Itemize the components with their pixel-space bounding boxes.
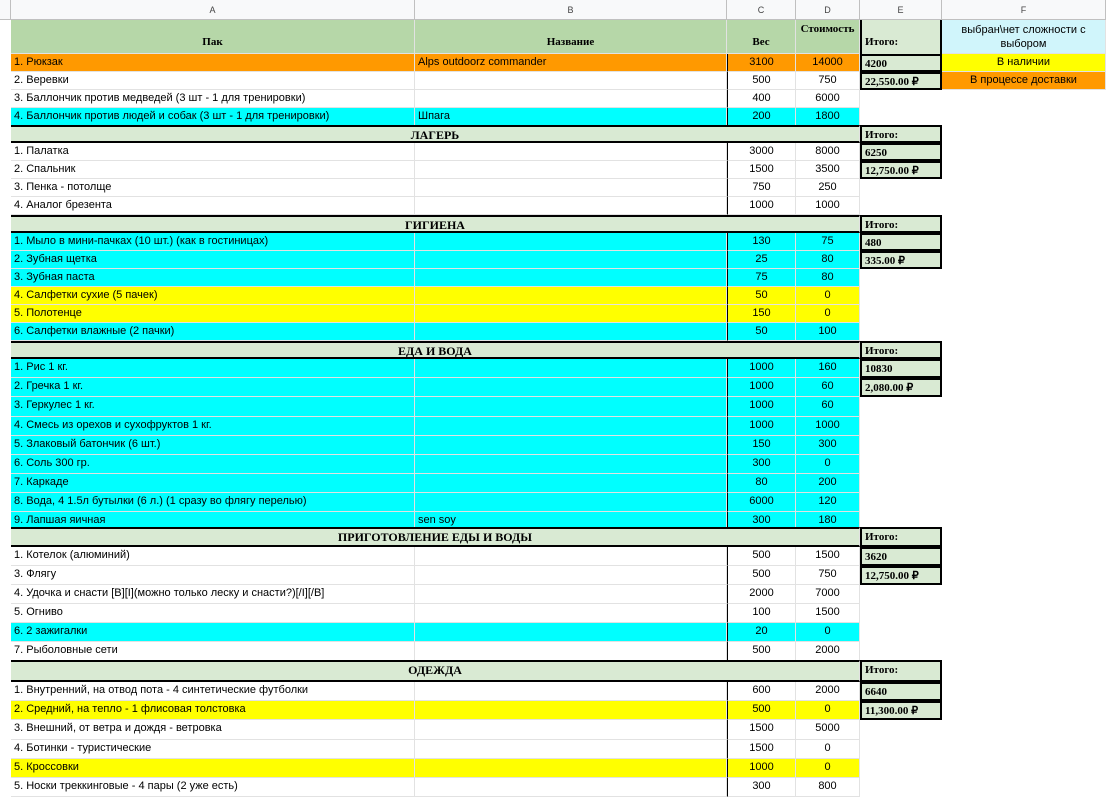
- item-weight[interactable]: 100: [727, 604, 796, 623]
- item-name[interactable]: [415, 566, 727, 585]
- item-name[interactable]: [415, 305, 727, 323]
- header-total-label[interactable]: Итого:: [860, 20, 942, 54]
- total-weight[interactable]: 3620: [860, 547, 942, 566]
- item-weight[interactable]: 400: [727, 90, 796, 108]
- item-cost[interactable]: 14000: [796, 54, 860, 72]
- total-label[interactable]: Итого:: [860, 125, 942, 143]
- item-pack[interactable]: 5. Полотенце: [11, 305, 415, 323]
- item-name[interactable]: [415, 474, 727, 493]
- total-cost[interactable]: 335.00 ₽: [860, 251, 942, 269]
- header-selected-legend[interactable]: выбран\нет сложности с выбором: [942, 20, 1106, 54]
- item-name[interactable]: [415, 72, 727, 90]
- item-pack[interactable]: 2. Средний, на тепло - 1 флисовая толстовка: [11, 701, 415, 720]
- item-pack[interactable]: 5. Злаковый батончик (6 шт.): [11, 436, 415, 455]
- item-cost[interactable]: 0: [796, 740, 860, 759]
- item-weight[interactable]: 1000: [727, 378, 796, 397]
- item-weight[interactable]: 150: [727, 305, 796, 323]
- item-pack[interactable]: 4. Удочка и снасти [B][I](можно только леску и снасти?)[/I][/B]: [11, 585, 415, 604]
- column-header-e[interactable]: E: [860, 0, 942, 20]
- item-weight[interactable]: 1000: [727, 417, 796, 436]
- total-cost[interactable]: 22,550.00 ₽: [860, 72, 942, 90]
- item-weight[interactable]: 50: [727, 287, 796, 305]
- item-pack[interactable]: 1. Котелок (алюминий): [11, 547, 415, 566]
- header-weight[interactable]: Вес: [727, 20, 796, 54]
- item-name[interactable]: [415, 740, 727, 759]
- item-weight[interactable]: 500: [727, 701, 796, 720]
- item-pack[interactable]: 6. Салфетки влажные (2 пачки): [11, 323, 415, 341]
- total-weight[interactable]: 480: [860, 233, 942, 251]
- item-pack[interactable]: 3. Баллончик против медведей (3 шт - 1 для тренировки): [11, 90, 415, 108]
- item-pack[interactable]: 2. Гречка 1 кг.: [11, 378, 415, 397]
- item-cost[interactable]: 1500: [796, 547, 860, 566]
- item-weight[interactable]: 6000: [727, 493, 796, 512]
- item-weight[interactable]: 300: [727, 455, 796, 474]
- item-cost[interactable]: 0: [796, 305, 860, 323]
- item-name[interactable]: [415, 323, 727, 341]
- item-weight[interactable]: 50: [727, 323, 796, 341]
- item-weight[interactable]: 20: [727, 623, 796, 642]
- item-weight[interactable]: 500: [727, 72, 796, 90]
- item-cost[interactable]: 6000: [796, 90, 860, 108]
- item-cost[interactable]: 80: [796, 269, 860, 287]
- section-title[interactable]: ПРИГОТОВЛЕНИЕ ЕДЫ И ВОДЫ: [11, 527, 860, 547]
- item-pack[interactable]: 4. Салфетки сухие (5 пачек): [11, 287, 415, 305]
- total-label[interactable]: Итого:: [860, 660, 942, 682]
- item-weight[interactable]: 3000: [727, 143, 796, 161]
- item-name[interactable]: [415, 720, 727, 740]
- item-weight[interactable]: 1000: [727, 197, 796, 215]
- item-weight[interactable]: 200: [727, 108, 796, 126]
- item-cost[interactable]: 1000: [796, 197, 860, 215]
- item-weight[interactable]: 1000: [727, 759, 796, 778]
- item-pack[interactable]: 1. Внутренний, на отвод пота - 4 синтетические футболки: [11, 682, 415, 701]
- item-name[interactable]: [415, 197, 727, 215]
- item-pack[interactable]: 5. Носки треккинговые - 4 пары (2 уже есть): [11, 778, 415, 797]
- item-pack[interactable]: 9. Лапшая яичная: [11, 512, 415, 530]
- item-cost[interactable]: 0: [796, 455, 860, 474]
- item-weight[interactable]: 80: [727, 474, 796, 493]
- column-header-a[interactable]: A: [11, 0, 415, 20]
- item-pack[interactable]: 1. Мыло в мини-пачках (10 шт.) (как в гостиницах): [11, 233, 415, 251]
- item-name[interactable]: [415, 397, 727, 417]
- total-weight[interactable]: 4200: [860, 54, 942, 72]
- item-pack[interactable]: 2. Зубная щетка: [11, 251, 415, 269]
- section-title[interactable]: ГИГИЕНА: [11, 215, 860, 233]
- item-name[interactable]: [415, 759, 727, 778]
- item-cost[interactable]: 1000: [796, 417, 860, 436]
- item-name[interactable]: [415, 642, 727, 661]
- item-pack[interactable]: 1. Палатка: [11, 143, 415, 161]
- total-cost[interactable]: 11,300.00 ₽: [860, 701, 942, 720]
- section-title[interactable]: ЕДА И ВОДА: [11, 341, 860, 359]
- item-cost[interactable]: 80: [796, 251, 860, 269]
- item-weight[interactable]: 750: [727, 179, 796, 197]
- select-all-corner[interactable]: [0, 0, 11, 20]
- item-pack[interactable]: 7. Каркаде: [11, 474, 415, 493]
- item-name[interactable]: [415, 493, 727, 512]
- legend-in-delivery[interactable]: В процессе доставки: [942, 72, 1106, 90]
- item-weight[interactable]: 500: [727, 642, 796, 661]
- section-title[interactable]: ОДЕЖДА: [11, 660, 860, 682]
- item-cost[interactable]: 1500: [796, 604, 860, 623]
- legend-in-stock[interactable]: В наличии: [942, 54, 1106, 72]
- item-cost[interactable]: 750: [796, 566, 860, 585]
- item-name[interactable]: [415, 269, 727, 287]
- item-pack[interactable]: 5. Огниво: [11, 604, 415, 623]
- item-weight[interactable]: 600: [727, 682, 796, 701]
- item-weight[interactable]: 150: [727, 436, 796, 455]
- item-pack[interactable]: 1. Рис 1 кг.: [11, 359, 415, 378]
- column-header-d[interactable]: D: [796, 0, 860, 20]
- item-cost[interactable]: 0: [796, 287, 860, 305]
- item-cost[interactable]: 120: [796, 493, 860, 512]
- item-name[interactable]: [415, 417, 727, 436]
- total-cost[interactable]: 12,750.00 ₽: [860, 566, 942, 585]
- item-weight[interactable]: 1500: [727, 161, 796, 179]
- item-cost[interactable]: 60: [796, 378, 860, 397]
- item-name[interactable]: Шпага: [415, 108, 727, 126]
- item-name[interactable]: [415, 623, 727, 642]
- column-header-b[interactable]: B: [415, 0, 727, 20]
- item-cost[interactable]: 7000: [796, 585, 860, 604]
- item-name[interactable]: [415, 359, 727, 378]
- item-cost[interactable]: 1800: [796, 108, 860, 126]
- item-weight[interactable]: 1500: [727, 740, 796, 759]
- item-name[interactable]: [415, 455, 727, 474]
- item-cost[interactable]: 75: [796, 233, 860, 251]
- section-title[interactable]: ЛАГЕРЬ: [11, 125, 860, 143]
- item-cost[interactable]: 0: [796, 701, 860, 720]
- total-label[interactable]: Итого:: [860, 527, 942, 547]
- item-weight[interactable]: 1000: [727, 359, 796, 378]
- item-name[interactable]: [415, 90, 727, 108]
- item-pack[interactable]: 4. Смесь из орехов и сухофруктов 1 кг.: [11, 417, 415, 436]
- item-weight[interactable]: 2000: [727, 585, 796, 604]
- item-name[interactable]: [415, 585, 727, 604]
- header-name[interactable]: Название: [415, 20, 727, 54]
- item-weight[interactable]: 300: [727, 778, 796, 797]
- item-pack[interactable]: 3. Флягу: [11, 566, 415, 585]
- item-weight[interactable]: 300: [727, 512, 796, 530]
- item-name[interactable]: [415, 233, 727, 251]
- total-label[interactable]: Итого:: [860, 215, 942, 233]
- item-pack[interactable]: 2. Веревки: [11, 72, 415, 90]
- item-pack[interactable]: 4. Ботинки - туристические: [11, 740, 415, 759]
- column-header-f[interactable]: F: [942, 0, 1106, 20]
- item-weight[interactable]: 75: [727, 269, 796, 287]
- item-cost[interactable]: 60: [796, 397, 860, 417]
- item-name[interactable]: [415, 604, 727, 623]
- item-name[interactable]: [415, 682, 727, 701]
- item-cost[interactable]: 2000: [796, 682, 860, 701]
- item-name[interactable]: [415, 161, 727, 179]
- item-name[interactable]: [415, 179, 727, 197]
- item-weight[interactable]: 130: [727, 233, 796, 251]
- item-pack[interactable]: 4. Баллончик против людей и собак (3 шт - 1 для тренировки): [11, 108, 415, 126]
- item-pack[interactable]: 3. Пенка - потолще: [11, 179, 415, 197]
- item-pack[interactable]: 6. Соль 300 гр.: [11, 455, 415, 474]
- column-header-c[interactable]: C: [727, 0, 796, 20]
- item-cost[interactable]: 100: [796, 323, 860, 341]
- item-cost[interactable]: 8000: [796, 143, 860, 161]
- item-pack[interactable]: 6. 2 зажигалки: [11, 623, 415, 642]
- item-name[interactable]: [415, 778, 727, 797]
- item-cost[interactable]: 250: [796, 179, 860, 197]
- item-cost[interactable]: 3500: [796, 161, 860, 179]
- total-label[interactable]: Итого:: [860, 341, 942, 359]
- item-name[interactable]: sen soy: [415, 512, 727, 530]
- item-cost[interactable]: 800: [796, 778, 860, 797]
- item-weight[interactable]: 500: [727, 566, 796, 585]
- item-name[interactable]: [415, 436, 727, 455]
- item-name[interactable]: [415, 251, 727, 269]
- item-pack[interactable]: 4. Аналог брезента: [11, 197, 415, 215]
- item-pack[interactable]: 1. Рюкзак: [11, 54, 415, 72]
- item-cost[interactable]: 160: [796, 359, 860, 378]
- header-cost[interactable]: Стоимость: [796, 20, 860, 54]
- item-cost[interactable]: 200: [796, 474, 860, 493]
- item-name[interactable]: [415, 143, 727, 161]
- total-weight[interactable]: 10830: [860, 359, 942, 378]
- item-weight[interactable]: 25: [727, 251, 796, 269]
- item-weight[interactable]: 3100: [727, 54, 796, 72]
- item-cost[interactable]: 0: [796, 759, 860, 778]
- item-pack[interactable]: 8. Вода, 4 1.5л бутылки (6 л.) (1 сразу во флягу перелью): [11, 493, 415, 512]
- item-pack[interactable]: 3. Зубная паста: [11, 269, 415, 287]
- item-weight[interactable]: 1000: [727, 397, 796, 417]
- item-pack[interactable]: 7. Рыболовные сети: [11, 642, 415, 661]
- item-name[interactable]: [415, 701, 727, 720]
- total-cost[interactable]: 12,750.00 ₽: [860, 161, 942, 179]
- item-name[interactable]: [415, 547, 727, 566]
- item-weight[interactable]: 1500: [727, 720, 796, 740]
- item-cost[interactable]: 2000: [796, 642, 860, 661]
- item-cost[interactable]: 5000: [796, 720, 860, 740]
- item-pack[interactable]: 2. Спальник: [11, 161, 415, 179]
- item-name[interactable]: [415, 287, 727, 305]
- header-pack[interactable]: Пак: [11, 20, 415, 54]
- item-cost[interactable]: 180: [796, 512, 860, 530]
- total-weight[interactable]: 6250: [860, 143, 942, 161]
- item-weight[interactable]: 500: [727, 547, 796, 566]
- item-name[interactable]: Alps outdoorz commander: [415, 54, 727, 72]
- item-cost[interactable]: 750: [796, 72, 860, 90]
- item-name[interactable]: [415, 378, 727, 397]
- item-pack[interactable]: 3. Внешний, от ветра и дождя - ветровка: [11, 720, 415, 740]
- total-weight[interactable]: 6640: [860, 682, 942, 701]
- item-cost[interactable]: 300: [796, 436, 860, 455]
- total-cost[interactable]: 2,080.00 ₽: [860, 378, 942, 397]
- item-cost[interactable]: 0: [796, 623, 860, 642]
- item-pack[interactable]: 3. Геркулес 1 кг.: [11, 397, 415, 417]
- item-pack[interactable]: 5. Кроссовки: [11, 759, 415, 778]
